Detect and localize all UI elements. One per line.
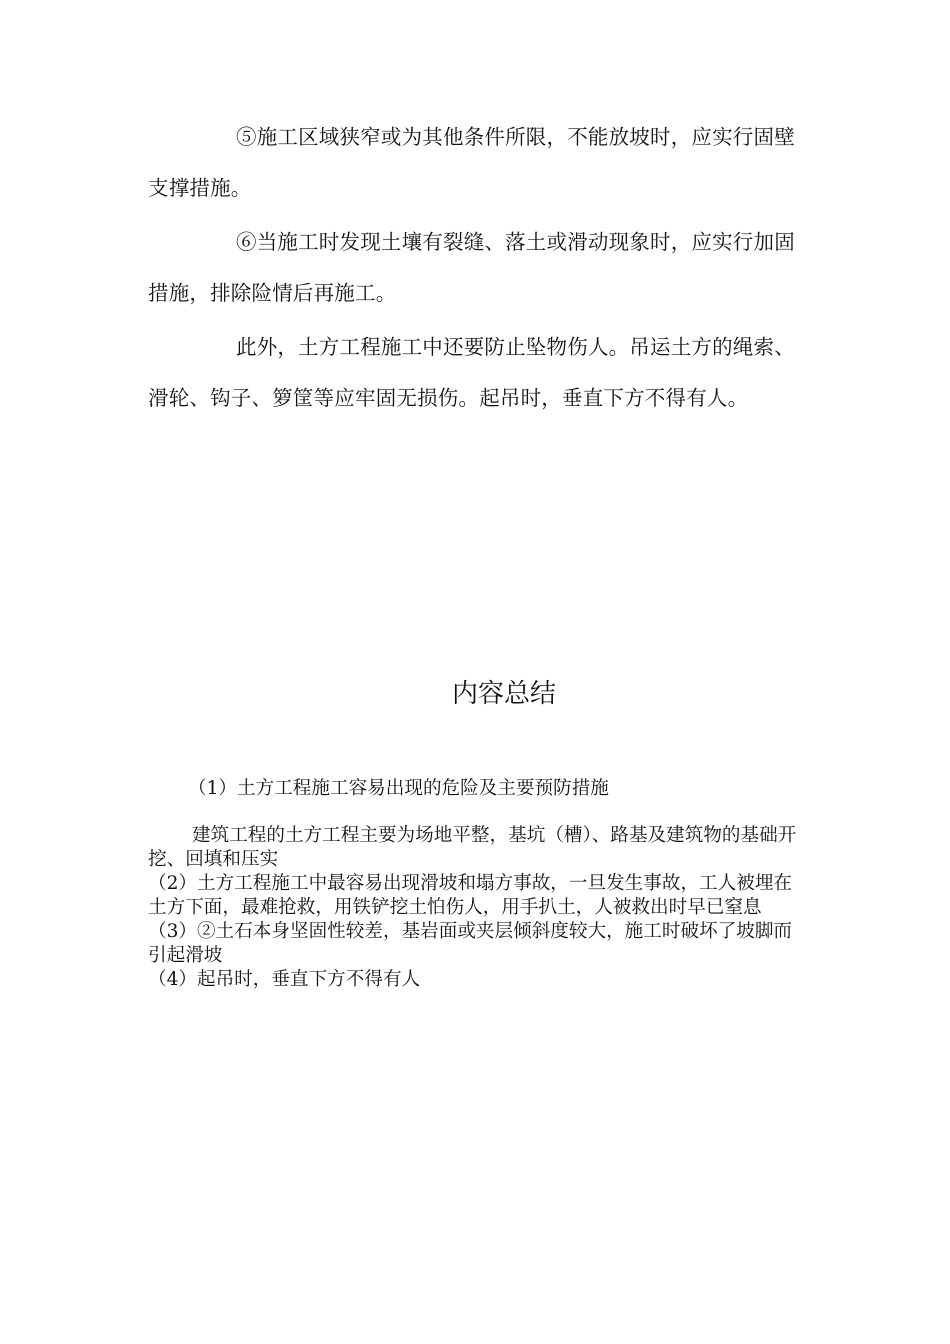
summary-heading: （1）土方工程施工容易出现的危险及主要预防措施 (188, 778, 609, 799)
body-paragraph-6: ⑥当施工时发现土壤有裂缝、落土或滑动现象时，应实行加固措施，排除险情后再施工。 (148, 230, 795, 305)
body-paragraph-falling-objects: 此外，土方工程施工中还要防止坠物伤人。吊运土方的绳索、滑轮、钩子、箩筐等应牢固无损伤。起吊时，垂直下方不得有人。 (148, 335, 795, 410)
body-section (148, 112, 808, 424)
body-paragraph-5: ⑤施工区域狭窄或为其他条件所限，不能放坡时，应实行固壁支撑措施。 (148, 125, 795, 200)
summary-item-4: （4）起吊时，垂直下方不得有人 (148, 969, 421, 990)
summary-item-3: （3）②土石本身坚固性较差，基岩面或夹层倾斜度较大，施工时破坏了坡脚而引起滑坡 (148, 921, 793, 966)
summary-title: 内容总结 (451, 679, 556, 709)
summary-item-1: 建筑工程的土方工程主要为场地平整，基坑（槽）、路基及建筑物的基础开挖、回填和压实 (148, 825, 797, 870)
summary-item-2: （2）土方工程施工中最容易出现滑坡和塌方事故，一旦发生事故，工人被埋在土方下面，最难抢救，用铁铲挖土怕伤人，用手扒土，人被救出时早已窒息 (148, 873, 793, 918)
summary-list (148, 824, 808, 992)
